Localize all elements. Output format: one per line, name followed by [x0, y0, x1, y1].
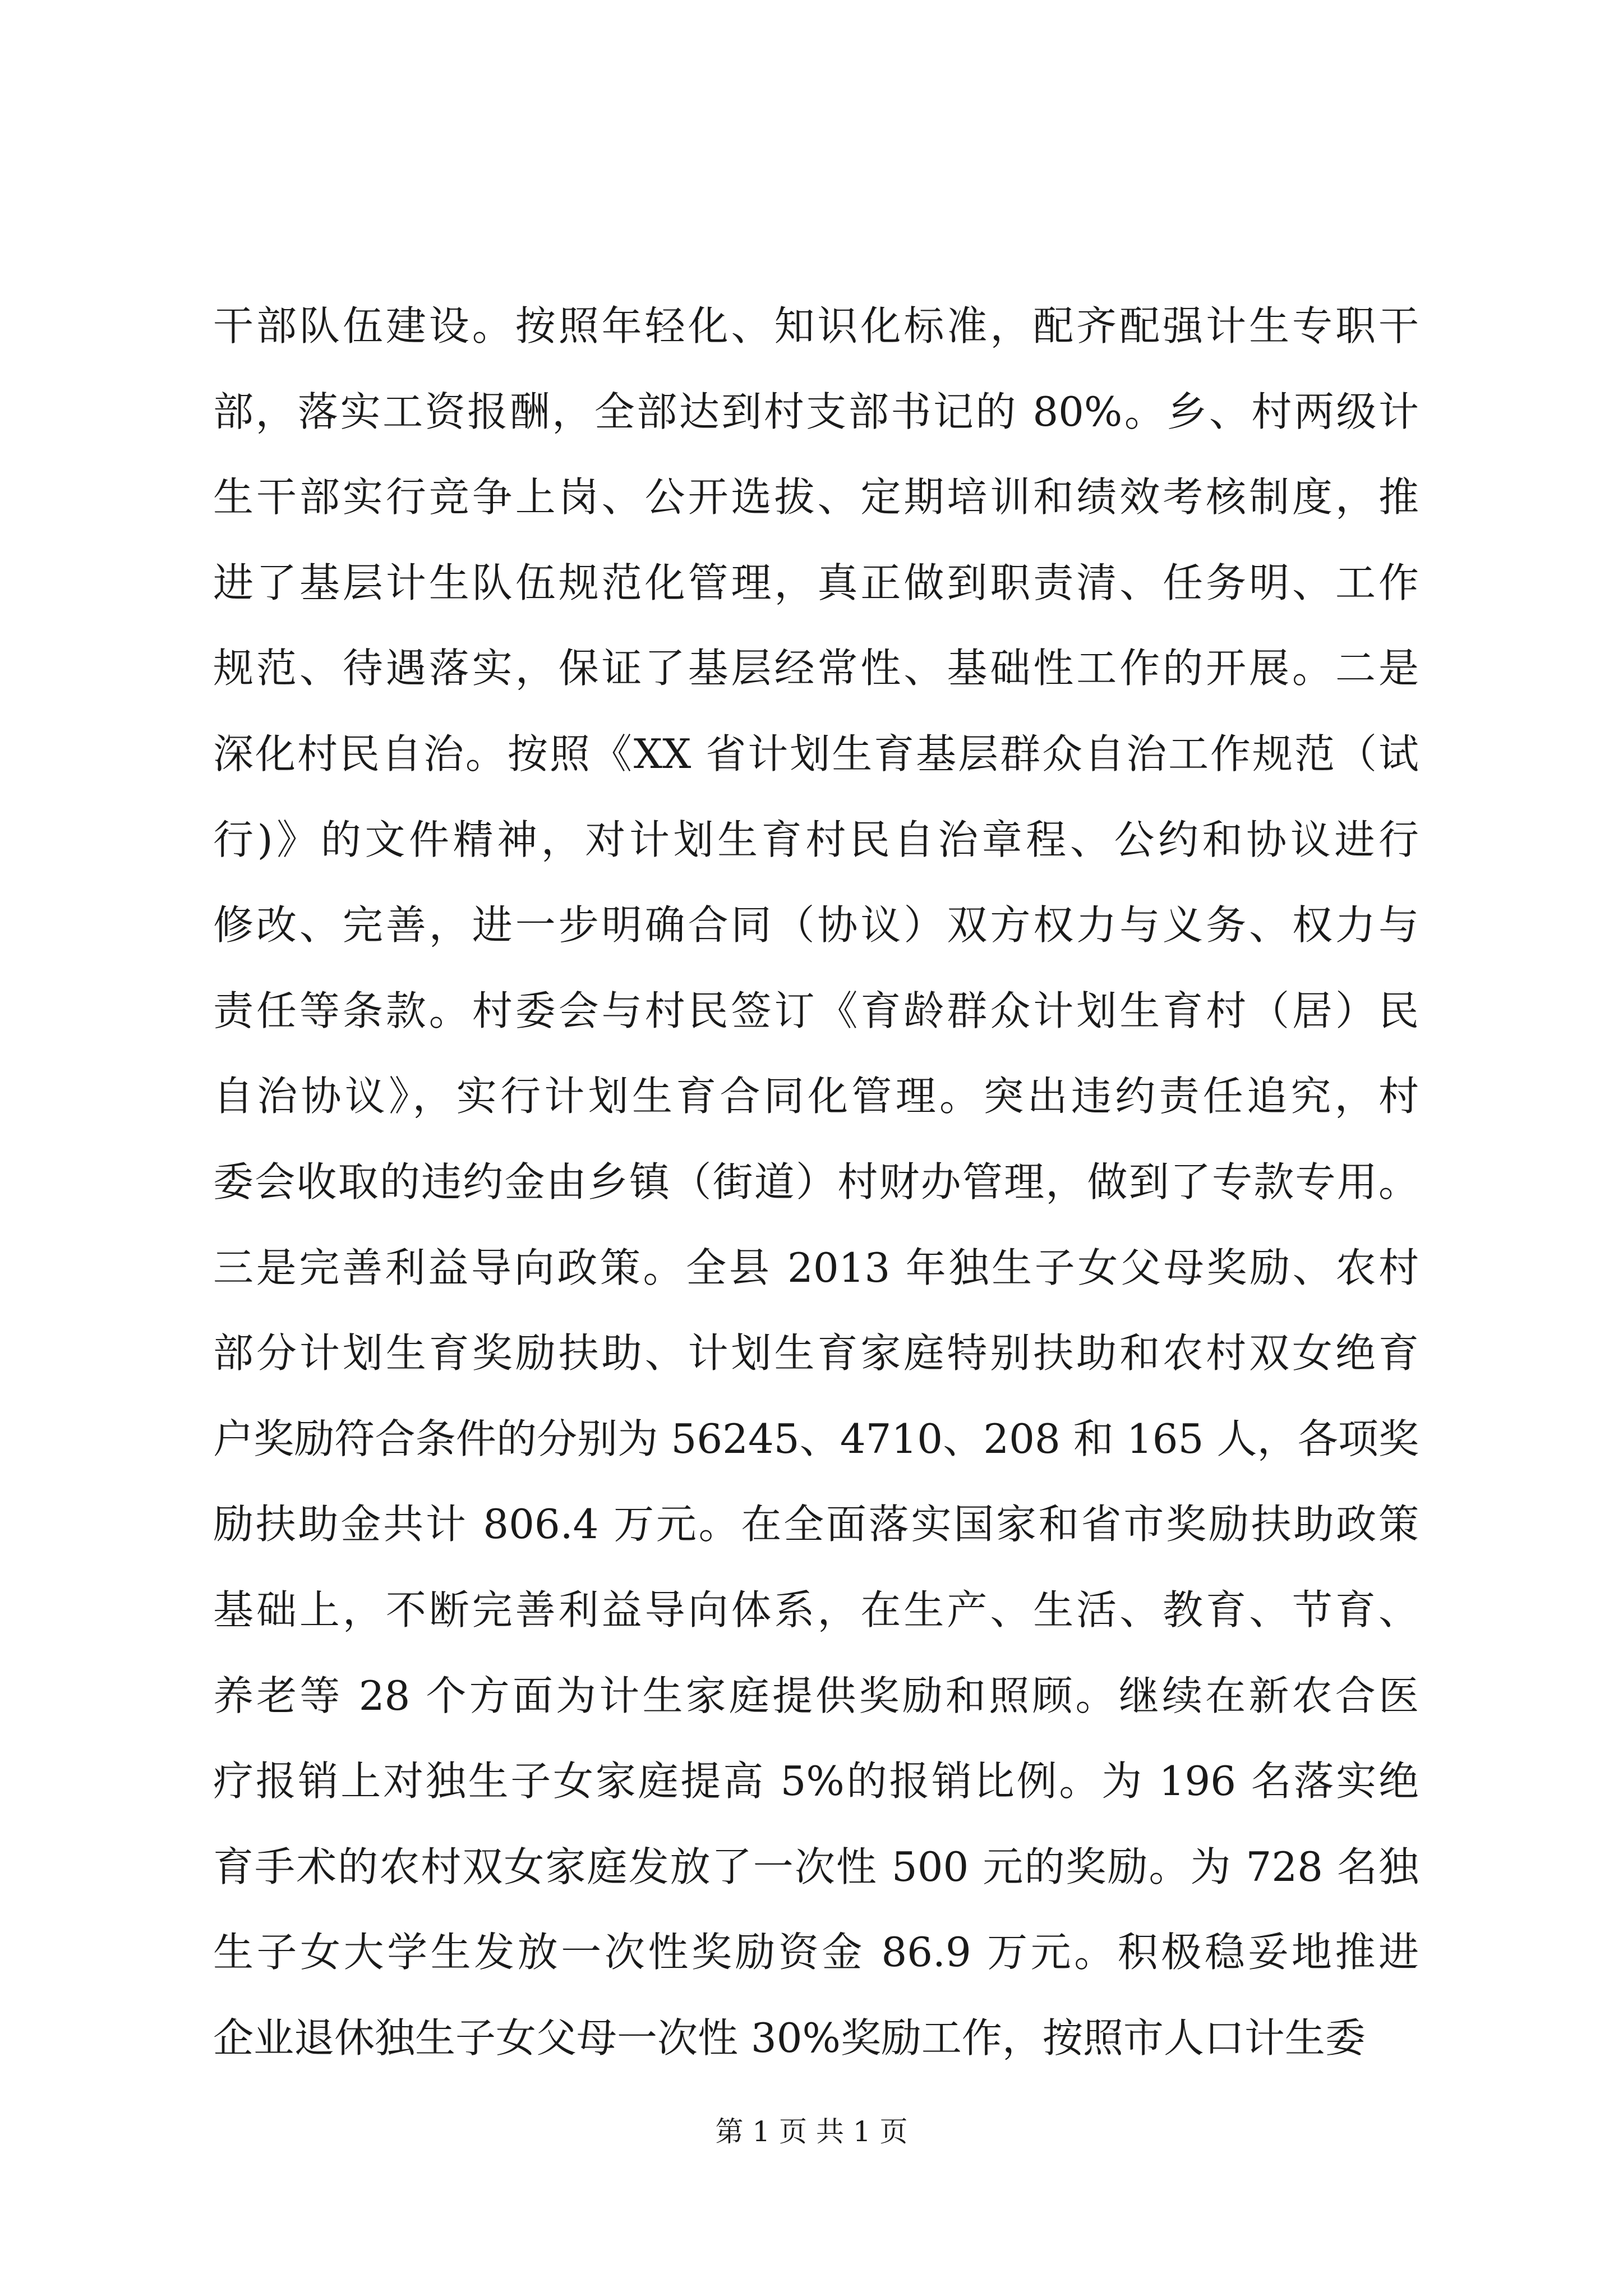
- text-line: 部，落实工资报酬，全部达到村支部书记的 80%。乡、村两级计: [213, 388, 1419, 435]
- text-line: 委会收取的违约金由乡镇（街道）村财办管理，做到了专款专用。: [213, 1158, 1419, 1205]
- text-line: 育手术的农村双女家庭发放了一次性 500 元的奖励。为 728 名独: [213, 1843, 1419, 1890]
- page-footer: 第 1 页 共 1 页: [715, 2115, 908, 2148]
- text-line: 企业退休独生子女父母一次性 30%奖励工作，按照市人口计生委: [213, 2014, 1366, 2062]
- text-line: 生干部实行竞争上岗、公开选拔、定期培训和绩效考核制度，推: [213, 473, 1419, 521]
- text-line: 干部队伍建设。按照年轻化、知识化标准，配齐配强计生专职干: [213, 302, 1419, 349]
- text-line: 基础上，不断完善利益导向体系，在生产、生活、教育、节育、: [213, 1586, 1419, 1634]
- text-line: 三是完善利益导向政策。全县 2013 年独生子女父母奖励、农村: [213, 1244, 1419, 1291]
- text-line: 养老等 28 个方面为计生家庭提供奖励和照顾。继续在新农合医: [213, 1672, 1419, 1719]
- text-line: 深化村民自治。按照《XX 省计划生育基层群众自治工作规范（试: [213, 730, 1419, 777]
- text-line: 部分计划生育奖励扶助、计划生育家庭特别扶助和农村双女绝育: [213, 1329, 1419, 1377]
- text-line: 自治协议》，实行计划生育合同化管理。突出违约责任追究，村: [213, 1073, 1419, 1120]
- text-line: 规范、待遇落实，保证了基层经常性、基础性工作的开展。二是: [213, 645, 1419, 692]
- text-line: 修改、完善，进一步明确合同（协议）双方权力与义务、权力与: [213, 901, 1419, 949]
- text-line: 户奖励符合条件的分别为 56245、4710、208 和 165 人，各项奖: [213, 1415, 1419, 1462]
- text-line: 责任等条款。村委会与村民签订《育龄群众计划生育村（居）民: [213, 987, 1419, 1034]
- text-line: 励扶助金共计 806.4 万元。在全面落实国家和省市奖励扶助政策: [213, 1501, 1419, 1548]
- body-text: [213, 283, 1419, 2081]
- text-line: 生子女大学生发放一次性奖励资金 86.9 万元。积极稳妥地推进: [213, 1929, 1419, 1976]
- text-line: 进了基层计生队伍规范化管理，真正做到职责清、任务明、工作: [213, 559, 1419, 606]
- text-line: 疗报销上对独生子女家庭提高 5%的报销比例。为 196 名落实绝: [213, 1757, 1419, 1805]
- text-line: 行)》的文件精神，对计划生育村民自治章程、公约和协议进行: [213, 816, 1419, 863]
